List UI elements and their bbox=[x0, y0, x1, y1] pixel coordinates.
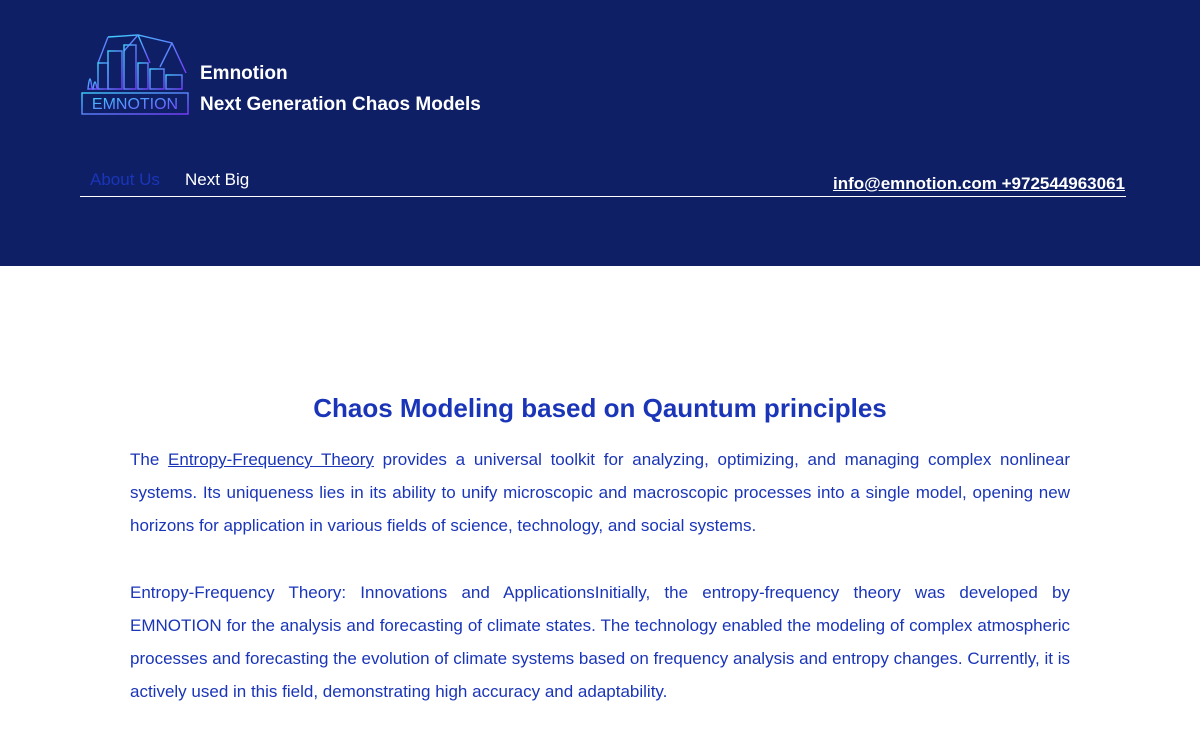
intro-rest: provides a universal toolkit for analyzing, optimizing, and managing complex nonlinear systems. Its uniqueness lies in its ability to unify microscopic and macroscopic processes into a single model, opening new horizons for application in various fields of science, technology, and social systems. bbox=[130, 450, 1070, 535]
site-header bbox=[0, 0, 1200, 266]
emnotion-logo[interactable] bbox=[80, 33, 190, 117]
logo-text: EMNOTION bbox=[91, 96, 179, 113]
intro-prefix: The bbox=[130, 450, 169, 469]
contact-link[interactable]: info@emnotion.com +972544963061 bbox=[832, 174, 1125, 193]
page-title: Chaos Modeling based on Qauntum principles bbox=[313, 393, 887, 423]
nav-item-next-big[interactable]: Next Big bbox=[185, 170, 250, 189]
brand-tagline: Next Generation Chaos Models bbox=[200, 94, 481, 115]
nav-item-about-us[interactable]: About Us bbox=[90, 170, 160, 189]
brand-name: Emnotion bbox=[200, 63, 288, 84]
entropy-frequency-theory-link[interactable]: Entropy-Frequency Theory bbox=[168, 450, 374, 469]
intro-paragraph bbox=[130, 443, 1070, 542]
innovations-paragraph: Entropy-Frequency Theory: Innovations and ApplicationsInitially, the entropy-frequency theory was developed by EMNOTION for the analysis and forecasting of climate states. The technology enabled the modeling of complex atmospheric processes and forecasting the evolution of climate systems based on frequency analysis and entropy changes. Currently, it is actively used in this field, demonstrating high accuracy and adaptability. bbox=[130, 583, 1070, 701]
